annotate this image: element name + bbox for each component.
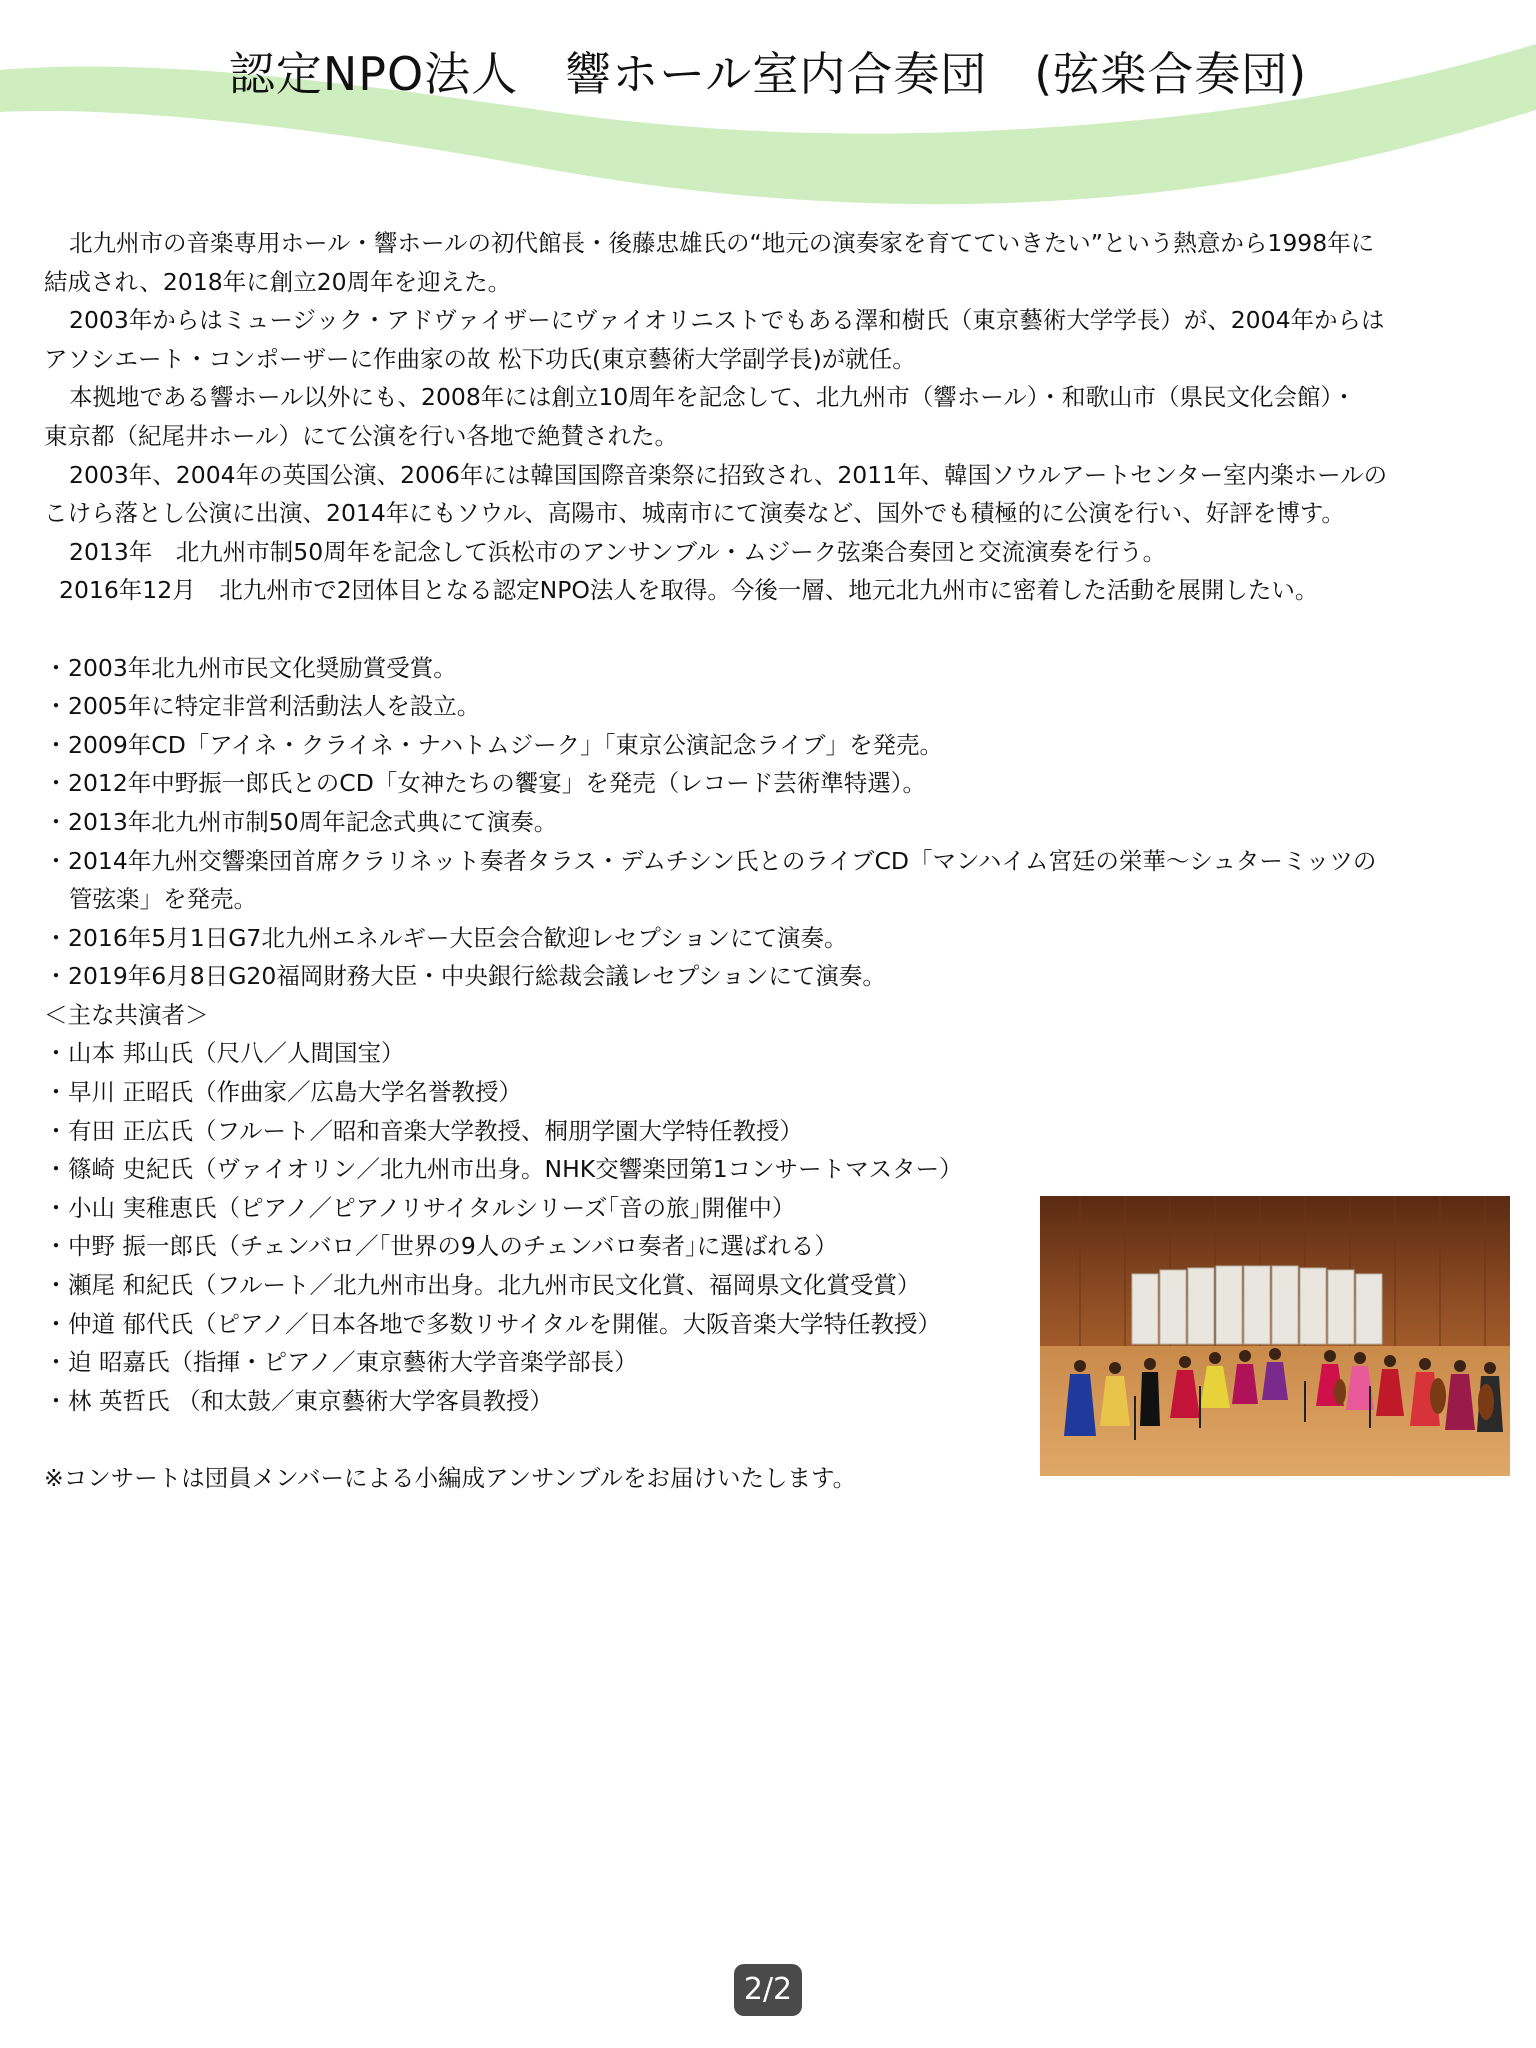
history-text: 2003年北九州市民文化奨励賞受賞。: [68, 653, 457, 682]
history-item: [44, 842, 1514, 881]
performer-item: [44, 1112, 1514, 1151]
bullet-mark: ・: [44, 1271, 68, 1300]
performer-item: [44, 1034, 1514, 1073]
intro-line: こけら落とし公演に出演、2014年にもソウル、高陽市、城南市にて演奏など、国外でも積極的に公演を行い、好評を博す。: [44, 499, 1345, 528]
history-text: 2016年5月1日G7北九州エネルギー大臣会合歓迎レセプションにて演奏。: [68, 923, 848, 952]
performer-text: 迫 昭嘉氏（指揮・ピアノ／東京藝術大学音楽学部長）: [68, 1348, 638, 1377]
history-item: [44, 803, 1514, 842]
history-item: [44, 764, 1514, 803]
intro-line: 結成され、2018年に創立20周年を迎えた。: [44, 267, 512, 296]
intro-line: 2013年 北九州市制50周年を記念して浜松市のアンサンブル・ムジーク弦楽合奏団と交流演奏を行う。: [69, 537, 1167, 566]
bullet-mark: ・: [44, 846, 68, 875]
history-text: 2012年中野振一郎氏とのCD「女神たちの饗宴」を発売（レコード芸術準特選）。: [68, 769, 927, 798]
intro-line: 2003年からはミュージック・アドヴァイザーにヴァイオリニストでもある澤和樹氏（東京藝術大学学長）が、2004年からは: [69, 306, 1385, 335]
history-continuation: 管弦楽」を発売。: [69, 885, 257, 914]
page-indicator: 2/2: [734, 1964, 802, 2016]
bullet-mark: ・: [44, 653, 68, 682]
performer-item: [44, 1150, 1514, 1189]
bullet-mark: ・: [44, 807, 68, 836]
bullet-mark: ・: [44, 769, 68, 798]
history-item: [44, 687, 1514, 726]
bullet-mark: ・: [44, 1193, 68, 1222]
bullet-mark: ・: [44, 1309, 68, 1338]
bullet-mark: ・: [44, 1078, 68, 1107]
performer-text: 山本 邦山氏（尺八／人間国宝）: [68, 1039, 405, 1068]
performer-text: 瀬尾 和紀氏（フルート／北九州市出身。北九州市民文化賞、福岡県文化賞受賞）: [68, 1271, 921, 1300]
performer-text: 小山 実稚恵氏（ピアノ／ピアノリサイタルシリーズ｢音の旅｣開催中）: [68, 1193, 796, 1222]
bullet-mark: ・: [44, 730, 68, 759]
history-text: 2014年九州交響楽団首席クラリネット奏者タラス・デムチシン氏とのライブCD「マンハイム宮廷の栄華～シュターミッツの: [68, 846, 1377, 875]
bullet-mark: ・: [44, 923, 68, 952]
history-text: 2005年に特定非営利活動法人を設立。: [68, 692, 481, 721]
bullet-mark: ・: [44, 1039, 68, 1068]
history-item: [44, 957, 1514, 996]
bullet-mark: ・: [44, 962, 68, 991]
performer-item: [44, 1073, 1514, 1112]
performer-text: 林 英哲氏 （和太鼓／東京藝術大学客員教授）: [68, 1386, 553, 1415]
bullet-mark: ・: [44, 1348, 68, 1377]
bullet-mark: ・: [44, 1155, 68, 1184]
intro-line: 2003年、2004年の英国公演、2006年には韓国国際音楽祭に招致され、2011年、韓国ソウルアートセンター室内楽ホールの: [69, 460, 1388, 489]
history-item: [44, 919, 1514, 958]
header-wave-band: [0, 0, 1536, 220]
ensemble-photo: [1040, 1196, 1510, 1476]
performer-text: 篠崎 史紀氏（ヴァイオリン／北九州市出身。NHK交響楽団第1コンサートマスター）: [68, 1155, 963, 1184]
performer-text: 早川 正昭氏（作曲家／広島大学名誉教授）: [68, 1078, 522, 1107]
ensemble-photo-illustration: [1040, 1196, 1510, 1476]
history-item: [44, 649, 1514, 688]
performer-text: 中野 振一郎氏（チェンバロ／｢世界の9人のチェンバロ奏者｣に選ばれる）: [68, 1232, 838, 1261]
history-text: 2013年北九州市制50周年記念式典にて演奏。: [68, 807, 558, 836]
bullet-mark: ・: [44, 1386, 68, 1415]
history-item: [44, 726, 1514, 765]
intro-line: アソシエート・コンポーザーに作曲家の故 松下功氏(東京藝術大学副学長)が就任。: [44, 344, 916, 373]
intro-line: 東京都（紀尾井ホール）にて公演を行い各地で絶賛された。: [44, 421, 679, 450]
performer-text: 仲道 郁代氏（ピアノ／日本各地で多数リサイタルを開催。大阪音楽大学特任教授）: [68, 1309, 941, 1338]
intro-line: 本拠地である響ホール以外にも、2008年には創立10周年を記念して、北九州市（響ホール）・和歌山市（県民文化会館）・: [69, 383, 1356, 412]
performers-heading: ＜主な共演者＞: [44, 1000, 209, 1029]
history-text: 2019年6月8日G20福岡財務大臣・中央銀行総裁会議レセプションにて演奏。: [68, 962, 886, 991]
spacer: [44, 610, 1514, 649]
history-text: 2009年CD「アイネ・クライネ・ナハトムジーク」「東京公演記念ライブ」を発売。: [68, 730, 943, 759]
page-title: 認定NPO法人 響ホール室内合奏団 (弦楽合奏団): [228, 47, 1308, 101]
intro-line: 北九州市の音楽専用ホール・響ホールの初代館長・後藤忠雄氏の“地元の演奏家を育てていきたい”という熱意から1998年に: [69, 229, 1375, 257]
bullet-mark: ・: [44, 692, 68, 721]
concert-note: ※コンサートは団員メンバーによる小編成アンサンブルをお届けいたします。: [44, 1464, 857, 1492]
bullet-mark: ・: [44, 1232, 68, 1261]
bullet-mark: ・: [44, 1116, 68, 1145]
intro-line: 2016年12月 北九州市で2団体目となる認定NPO法人を取得。今後一層、地元北九州市に密着した活動を展開したい。: [59, 576, 1319, 605]
performer-text: 有田 正広氏（フルート／昭和音楽大学教授、桐朋学園大学特任教授）: [68, 1116, 804, 1145]
